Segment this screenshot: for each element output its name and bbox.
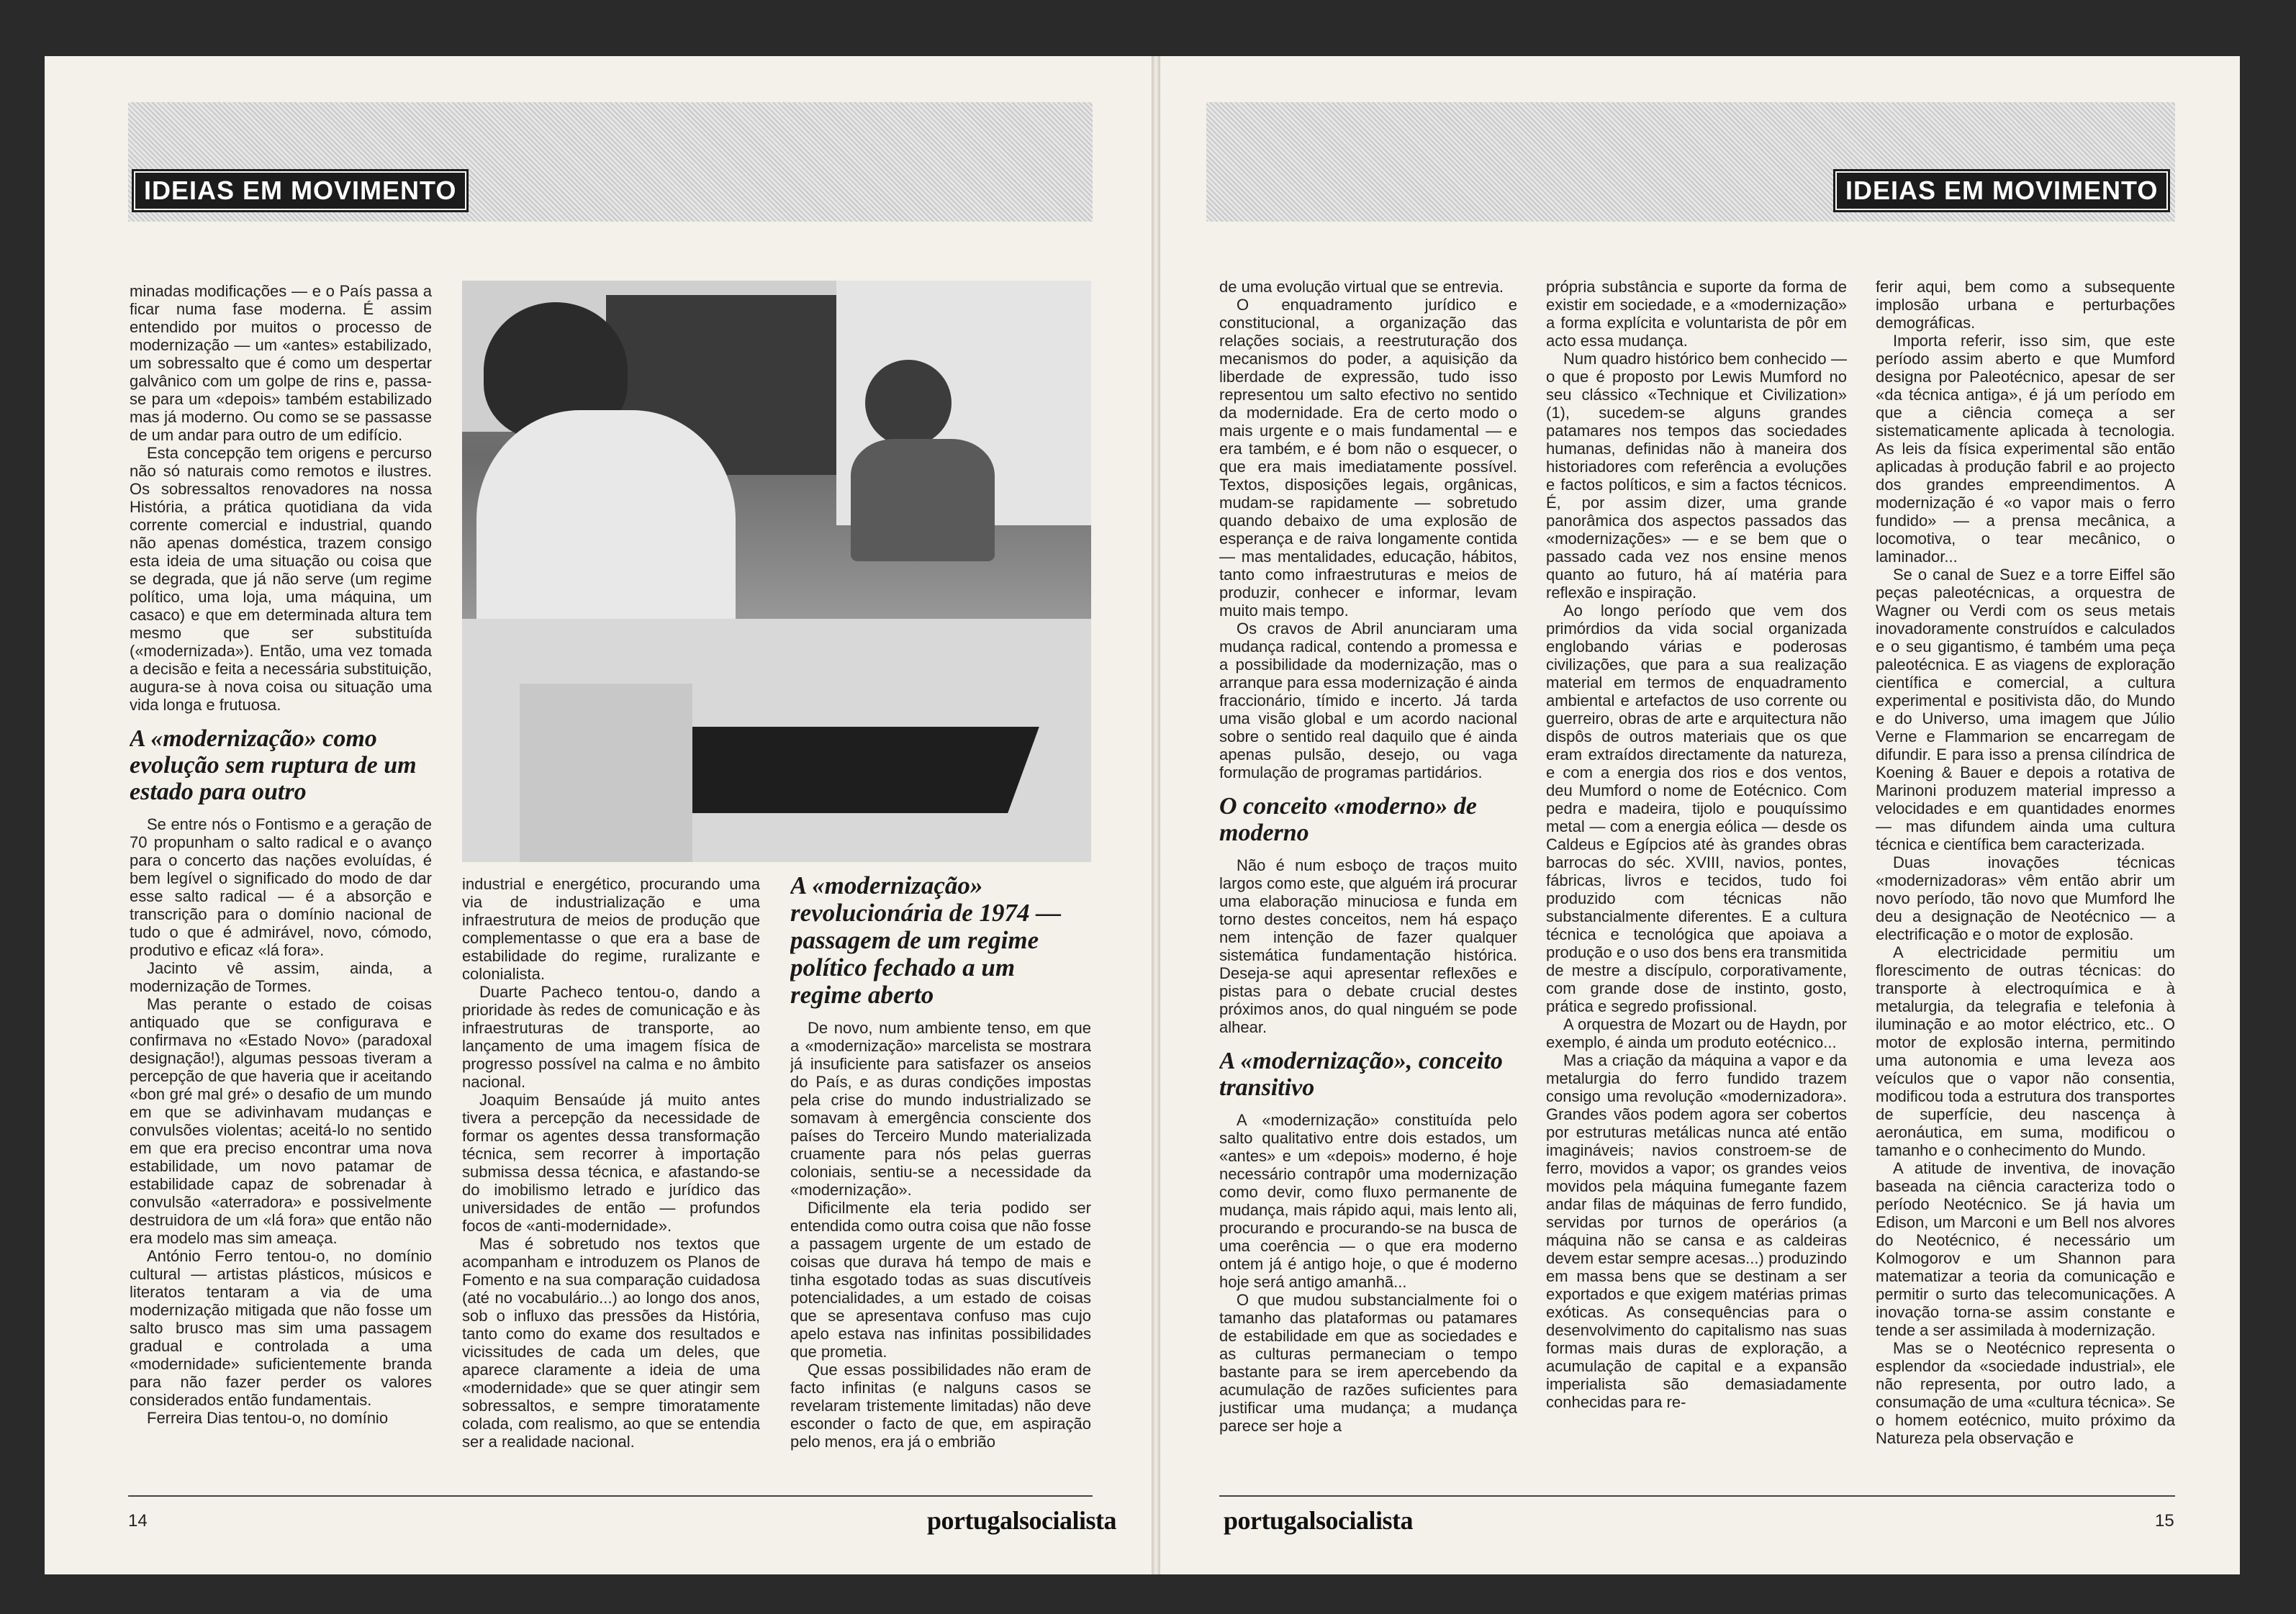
left-column-2 bbox=[462, 875, 760, 1491]
paragraph: Se entre nós o Fontismo e a geração de 70 propunham o salto radical e o avanço para o concerto das nações evoluídas, é bem legível o significado do modo de dar esse salto radical — é a absorção e transcrição para o domínio nacional de tudo o que é admirável, novo, cómodo, produtivo e eficaz «lá fora». bbox=[130, 815, 432, 959]
paragraph: minadas modificações — e o País passa a ficar numa fase moderna. É assim entendido por muitos o processo de modernização — um «antes» estabilizado, um sobressalto que é como um despertar galvânico com um golpe de rins e, passa-se para um «depois» também estabilizado mas já moderno. Ou como se se passasse de um andar para outro de um edifício. bbox=[130, 282, 432, 444]
paragraph: Os cravos de Abril anunciaram uma mudança radical, contendo a promessa e a possibilidade da modernização, mas o arranque para essa modernização é ainda fraccionário, tímido e incerto. Já tarda uma visão global e um acordo nacional sobre o sentido real daquilo que é ainda apenas pulsão, desejo, ou vaga formulação de programas partidários. bbox=[1219, 620, 1517, 781]
paragraph: Importa referir, isso sim, que este período assim aberto e que Mumford designa por Paleotécnico, apesar de ser «da técnica antiga», é já um período em que a ciência começa a ser sistematicamente aplicada à tecnologia. As leis da física experimental são então aplicadas à produção fabril e ao projecto dos grandes empreendimentos. A modernização é «o vapor mais o ferro fundido» — a prensa mecânica, a locomotiva, o tear mecânico, o laminador... bbox=[1876, 332, 2175, 566]
paragraph: Ferreira Dias tentou-o, no domínio bbox=[147, 1409, 389, 1427]
paragraph: Num quadro histórico bem conhecido — o que é proposto por Lewis Mumford no seu clássico «Technique et Civilization» (1), sucedem-se alguns grandes patamares nos tempos das sociedades humanas, definidas não à maneira dos historiadores com referência a evoluções e factos políticos, e sim a factos técnicos. É, por assim dizer, uma grande panorâmica dos aspectos passados das «modernizações» — e se bem que o passado cada vez nos ensine menos quanto ao futuro, há aí matéria para reflexão e inspiração. bbox=[1546, 350, 1847, 602]
paragraph: O enquadramento jurídico e constitucional, a organização das relações sociais, a reestruturação dos mecanismos do poder, a aquisição da liberdade de expressão, tudo isso representou um salto efectivo no sentido da modernidade. Era de certo modo o mais urgente e o mais fundamental — e era também, e é bom não o esquecer, o que era mais imediatamente possível. Textos, disposições legais, orgânicas, mudam-se rapidamente — sobretudo quando debaixo de uma explosão de esperança e de raiva longamente contida — mas mentalidades, educação, hábitos, tanto como infraestruturas e meios de produzir, conhecer e informar, levam muito mais tempo. bbox=[1219, 296, 1517, 620]
paragraph: Jacinto vê assim, ainda, a modernização de Tormes. bbox=[130, 959, 432, 995]
right-column-2 bbox=[1546, 278, 1847, 1494]
masthead-left: portugalsocialista bbox=[927, 1506, 1117, 1535]
paragraph: Joaquim Bensaúde já muito antes tivera a percepção da necessidade de formar os agentes dessa transformação técnica, sem recorrer à importação submissa dessa técnica, e afastando-se do imobilismo letrado e jurídico das universidades de então — profundos focos de «anti-modernidade». bbox=[462, 1091, 760, 1235]
left-section-label: IDEIAS EM MOVIMENTO bbox=[134, 171, 466, 210]
page-number-right: 15 bbox=[2155, 1511, 2174, 1531]
paragraph: A electricidade permitiu um florescimento de outras técnicas: do transporte à electroquímica e à metalurgia, da telegrafia e telefonia à iluminação e ao motor eléctrico, etc.. O motor de explosão interna, permitindo uma autonomia e uma leveza aos veículos que o vapor não consentia, modificou toda a estrutura dos transportes de superfície, deu nascença à aeronáutica, em suma, modificou o tamanho e o conhecimento do Mundo. bbox=[1876, 943, 2175, 1159]
page-number-left: 14 bbox=[128, 1511, 148, 1531]
right-footer-rule bbox=[1219, 1495, 2175, 1497]
paragraph: A «modernização» constituída pelo salto qualitativo entre dois estados, um «antes» e um «depois» moderno, é hoje necessário contrapôr uma modernização como devir, como fluxo permanente de mudança, mais rápido aqui, mais lento ali, procurando e procurando-se na busca de uma coerência — o que era moderno ontem já é antigo hoje, o que é moderno hoje será antigo amanhã... bbox=[1219, 1111, 1517, 1291]
paragraph: ferir aqui, bem como a subsequente implosão urbana e perturbações demográficas. bbox=[1876, 278, 2175, 332]
paragraph: Duarte Pacheco tentou-o, dando a prioridade às redes de comunicação e às infraestruturas de transporte, ao lançamento de uma imagem física de progresso possível na calma e no âmbito nacional. bbox=[462, 983, 760, 1091]
paragraph: A orquestra de Mozart ou de Haydn, por exemplo, é ainda um produto eotécnico... bbox=[1546, 1015, 1847, 1051]
paragraph: O que mudou substancialmente foi o tamanho das plataformas ou patamares de estabilidade em que as sociedades e as culturas permaneciam o tempo bastante para se irem apercebendo da acumulação de razões suficientes para justificar uma mudança; a mudança parece ser hoje a bbox=[1219, 1291, 1517, 1435]
paragraph: Mas perante o estado de coisas antiquado que se configurava e confirmava no «Estado Novo» (paradoxal designação!), algumas pessoas tiveram a percepção de que haveria que ir aceitando «bon gré mal gré» o desafio de um mundo em que se adivinhavam mudanças e convulsões violentas; aceitá-lo no sentido em que era preciso encontrar uma nova estabilidade, um novo patamar de estabilidade capaz de sobrenadar à convulsão «aterradora» e possivelmente destruidora de um «lá fora» que então não era modelo mas sim ameaça. bbox=[130, 995, 432, 1247]
paragraph: Mas se o Neotécnico representa o esplendor da «sociedade industrial», ele não representa, por outro lado, a consumação de uma «cultura técnica». Se o homem eotécnico, muito próximo da Natureza pela observação e bbox=[1876, 1339, 2175, 1447]
left-column-1 bbox=[130, 282, 432, 1491]
paragraph: Que essas possibilidades não eram de facto infinitas (e nalguns casos se revelaram tristemente limitadas) não deve esconder o facto de que, em aspiração pelo menos, era já o embrião bbox=[790, 1361, 1091, 1451]
paragraph: Esta concepção tem origens e percurso não só naturais como remotos e ilustres. Os sobressaltos renovadores na nossa História, a prática quotidiana da vida corrente comercial e industrial, quando não apenas doméstica, trazem consigo esta ideia de uma situação ou coisa que se degrada, que já não serve (um regime político, uma loja, uma máquina, um casaco) e que em determinada altura tem mesmo que ser substituída («modernizada»). Então, uma vez tomada a decisão e feita a necessária substituição, augura-se à nova coisa ou situação uma vida longa e frutuosa. bbox=[130, 444, 432, 714]
section-heading: A «modernização», conceito transitivo bbox=[1219, 1048, 1503, 1101]
paragraph: própria substância e suporte da forma de existir em sociedade, e a «modernização» a forma explícita e voluntarista de pôr em acto essa mudança. bbox=[1546, 278, 1847, 350]
right-section-label: IDEIAS EM MOVIMENTO bbox=[1835, 171, 2168, 210]
paragraph: Dificilmente ela teria podido ser entendida como outra coisa que não fosse a passagem urgente de um estado de coisas que durava há tempo de mais e tinha esgotado todas as suas discutíveis potencialidades, a um estado de coisas que se apresentava confuso mas cujo apelo estava nas infinitas possibilidades que prometia. bbox=[790, 1199, 1091, 1361]
masthead-right: portugalsocialista bbox=[1224, 1506, 1414, 1535]
paragraph: Ao longo período que vem dos primórdios da vida social organizada englobando várias e poderosas civilizações, que para a sua realização material em termos de enquadramento ambiental e artefactos de uso corrente ou guerreiro, obras de arte e arquitectura não dispôs de outros materiais que os que eram extraídos directamente da natureza, e com a energia dos rios e dos ventos, deu Mumford o nome de Eotécnico. Com pedra e madeira, tijolo e pouquíssimo metal — com a energia eólica — desde os Caldeus e Egípcios até às grandes obras barrocas do séc. XVIII, navios, pontes, fábricas, livros e tecidos, tudo foi produzido com técnicas não substancialmente diferentes. E a cultura técnica e tecnológica que apoiava a produção e o uso dos bens era transmitida de mestre a discípulo, corporativamente, com grande dose de instinto, gosto, prática e segredo profissional. bbox=[1546, 602, 1847, 1015]
paragraph: Se o canal de Suez e a torre Eiffel são peças paleotécnicas, a orquestra de Wagner ou Verdi com os seus metais inovadoramente construídos e calculados e o seu gigantismo, é também uma peça paleotécnica. E as viagens de exploração científica e comercial, a cultura experimental e positivista dão, do Mundo e do Universo, uma imagem que Júlio Verne e Flammarion se encarregam de difundir. E para isso a prensa cilíndrica de Koening & Bauer e depois a rotativa de Marinoni produzem material impresso a velocidades e em quantidades enormes — mas difundem ainda uma cultura técnica e científica bem caracterizada. bbox=[1876, 566, 2175, 853]
left-footer-rule bbox=[128, 1495, 1093, 1497]
left-column-3 bbox=[790, 872, 1091, 1491]
section-heading: O conceito «moderno» de moderno bbox=[1219, 793, 1477, 846]
paragraph: António Ferro tentou-o, no domínio cultural — artistas plásticos, músicos e literatos tentaram a via de uma modernização mitigada que não fosse um salto brusco mas sim uma passagem gradual e controlada a uma «modernidade» suficientemente branda para não fazer perder os valores considerados então fundamentais. bbox=[130, 1247, 432, 1409]
paragraph: Duas inovações técnicas «modernizadoras» vêm então abrir um novo período, tão novo que Mumford lhe deu a designação de Neotécnico — a electrificação e o motor de explosão. bbox=[1876, 853, 2175, 943]
paragraph: Mas é sobretudo nos textos que acompanham e introduzem os Planos de Fomento e na sua comparação cuidadosa (até no vocabulário...) ao longo dos anos, sob o influxo das pressões da História, tanto como do exame dos resultados e vicissitudes de cada um deles, que aparece claramente a ideia de uma «modernidade» que se quer atingir sem sobressaltos, e sempre timoratamente colada, com realismo, ao que se entendia ser a realidade nacional. bbox=[462, 1235, 760, 1451]
right-column-3 bbox=[1876, 278, 2175, 1494]
section-heading: A «modernização» revolucionária de 1974 — passagem de um regime político fechado a um regime aberto bbox=[790, 872, 1062, 1009]
right-column-1 bbox=[1219, 278, 1517, 1494]
paragraph: De novo, num ambiente tenso, em que a «modernização» marcelista se mostrara já insuficiente para satisfazer os anseios do País, e as duras condições impostas pela crise do mundo industrializado se somavam à emergência consciente dos países do Terceiro Mundo materializada cruamente para nós pelas guerras coloniais, sentiu-se a necessidade da «modernização». bbox=[790, 1019, 1091, 1199]
photo-students-at-computers bbox=[462, 281, 1091, 862]
paragraph: de uma evolução virtual que se entrevia. bbox=[1219, 278, 1504, 296]
paragraph: industrial e energético, procurando uma via de industrialização e uma infraestrutura de meios de produção que complementasse o que era a base de estabilidade do regime, ruralizante e colonialista. bbox=[462, 875, 760, 983]
section-heading: A «modernização» como evolução sem ruptura de um estado para outro bbox=[130, 725, 417, 805]
paragraph: A atitude de inventiva, de inovação baseada na ciência caracteriza todo o período Neotécnico. Se já havia um Edison, um Marconi e um Bell nos alvores do Neotécnico, é necessário um Kolmogorov e um Shannon para matematizar a teoria da comunicação e permitir o surto das telecomunicações. A inovação torna-se assim constante e tende a ser assimilada à modernização. bbox=[1876, 1159, 2175, 1339]
paragraph: Não é num esboço de traços muito largos como este, que alguém irá procurar uma elaboração minuciosa e funda em torno destes conceitos, nem há espaço nem intenção de fazer qualquer sistemática fundamentação histórica. Deseja-se aqui apresentar reflexões e pistas para o debate crucial destes próximos anos, do qual ninguém se pode alhear. bbox=[1219, 856, 1517, 1036]
spine-gutter bbox=[1152, 56, 1160, 1574]
paragraph: Mas a criação da máquina a vapor e da metalurgia do ferro fundido trazem consigo uma revolução «modernizadora». Grandes vãos podem agora ser cobertos por estruturas metálicas nunca até então imagináveis; navios constroem-se de ferro, movidos a vapor; os grandes veios movidos pela máquina fumegante fazem andar filas de máquinas de ferro fundido, servidas por turnos de operários (a máquina não se cansa e as caldeiras devem estar sempre acesas...) produzindo em massa bens que se destinam a ser exportados e que exigem matérias primas exóticas. As consequências para o desenvolvimento do capitalismo nas suas formas mais duras de exploração, a acumulação de capital e a expansão imperialista são demasiadamente conhecidas para re- bbox=[1546, 1051, 1847, 1411]
